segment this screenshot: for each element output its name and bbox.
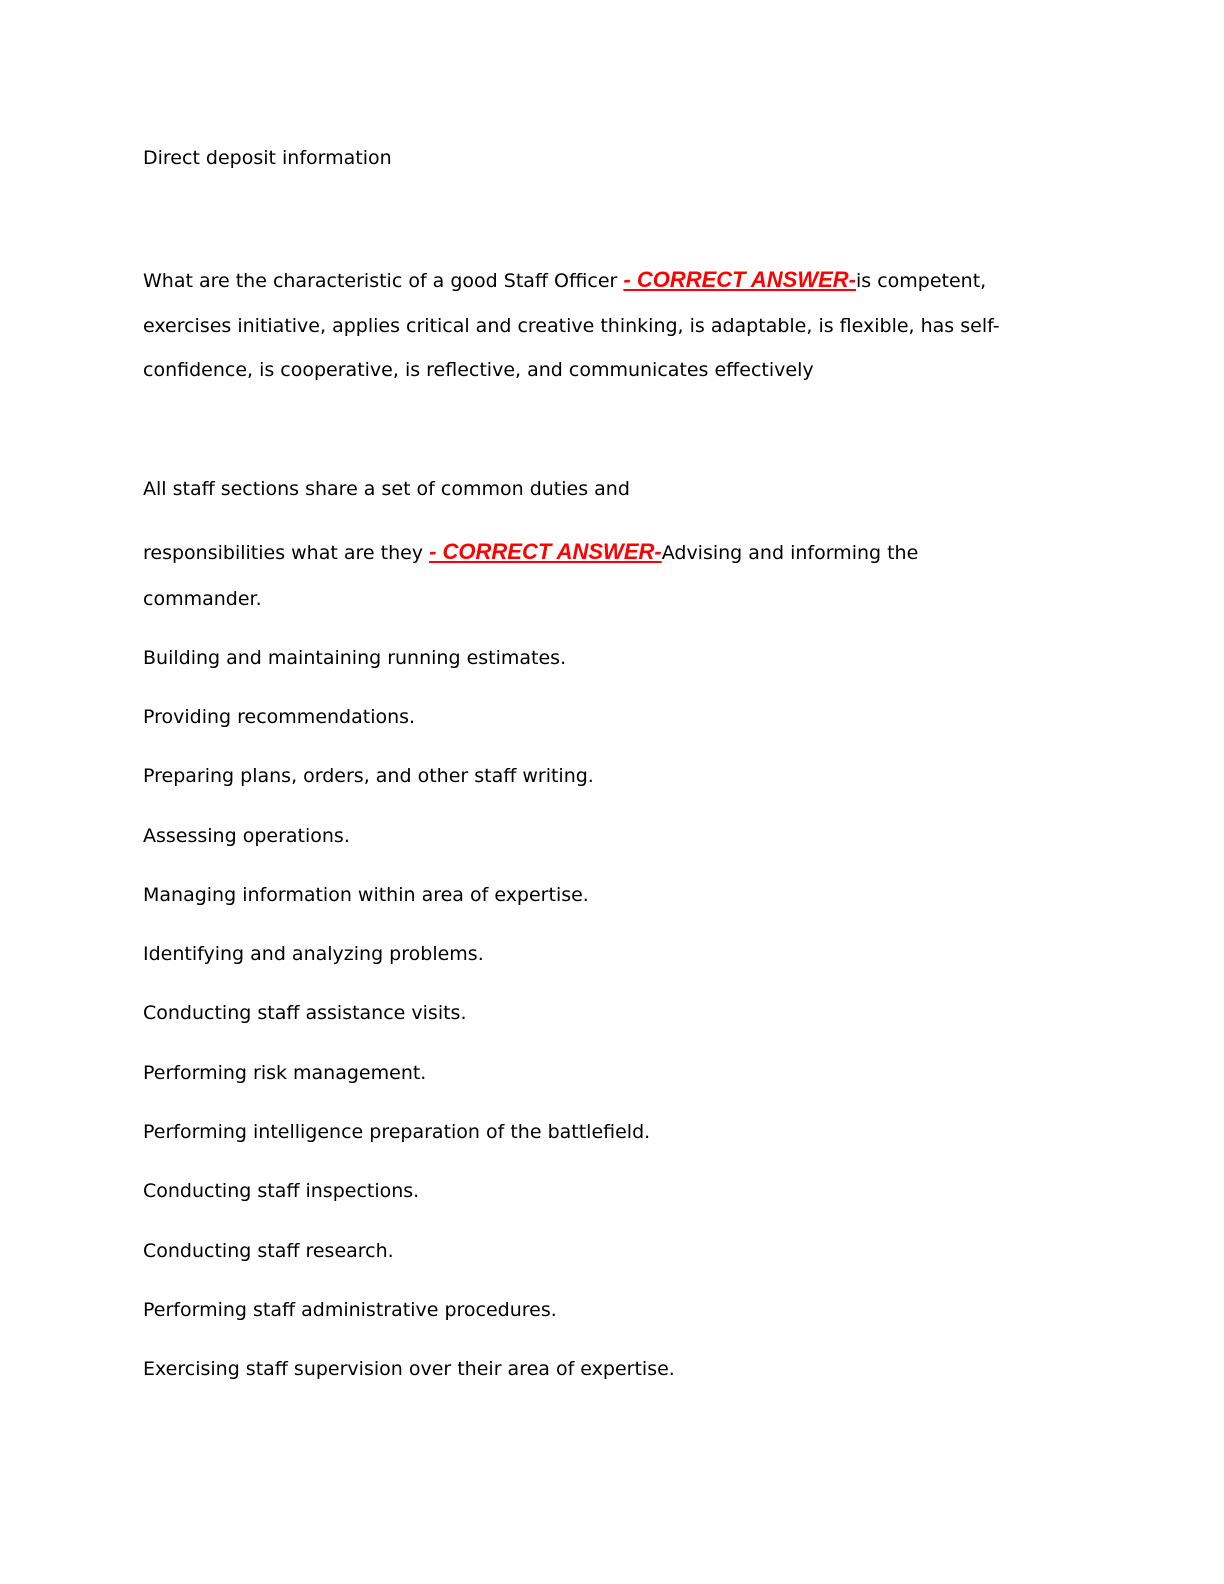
- duty-list-item: Assessing operations.: [143, 825, 350, 847]
- answer-1-line-2: exercises initiative, applies critical and creative thinking, is adaptable, is flexible, has self-: [143, 315, 1000, 337]
- document-title: Direct deposit information: [143, 147, 392, 169]
- duty-list-item: Performing intelligence preparation of the battlefield.: [143, 1121, 651, 1143]
- correct-answer-marker: - CORRECT ANSWER-: [623, 267, 856, 292]
- duty-list-item: Exercising staff supervision over their area of expertise.: [143, 1358, 675, 1380]
- question-2-text: responsibilities what are they: [143, 542, 430, 564]
- answer-2-text: Advising and informing the: [661, 542, 919, 564]
- question-2-line-1: All staff sections share a set of common duties and: [143, 478, 630, 500]
- duty-list-item: Conducting staff assistance visits.: [143, 1002, 467, 1024]
- question-1-text: What are the characteristic of a good Staff Officer: [143, 270, 624, 292]
- duty-list-item: Performing staff administrative procedures.: [143, 1299, 557, 1321]
- duty-list-item: Preparing plans, orders, and other staff writing.: [143, 765, 594, 787]
- duty-list-item: Building and maintaining running estimates.: [143, 647, 567, 669]
- duty-list-item: Providing recommendations.: [143, 706, 416, 728]
- answer-1-line-3: confidence, is cooperative, is reflective, and communicates effectively: [143, 359, 814, 381]
- question-2-line-2: [143, 540, 918, 565]
- correct-answer-marker: - CORRECT ANSWER-: [429, 539, 662, 564]
- duty-list-item: Conducting staff inspections.: [143, 1180, 420, 1202]
- duty-list-item: Managing information within area of expertise.: [143, 884, 589, 906]
- duty-list-item: Conducting staff research.: [143, 1240, 394, 1262]
- answer-2-line-2: commander.: [143, 588, 262, 610]
- duty-list-item: Identifying and analyzing problems.: [143, 943, 484, 965]
- duty-list-item: Performing risk management.: [143, 1062, 427, 1084]
- answer-1-text: is competent,: [856, 270, 987, 292]
- question-1-line-1: [143, 268, 986, 293]
